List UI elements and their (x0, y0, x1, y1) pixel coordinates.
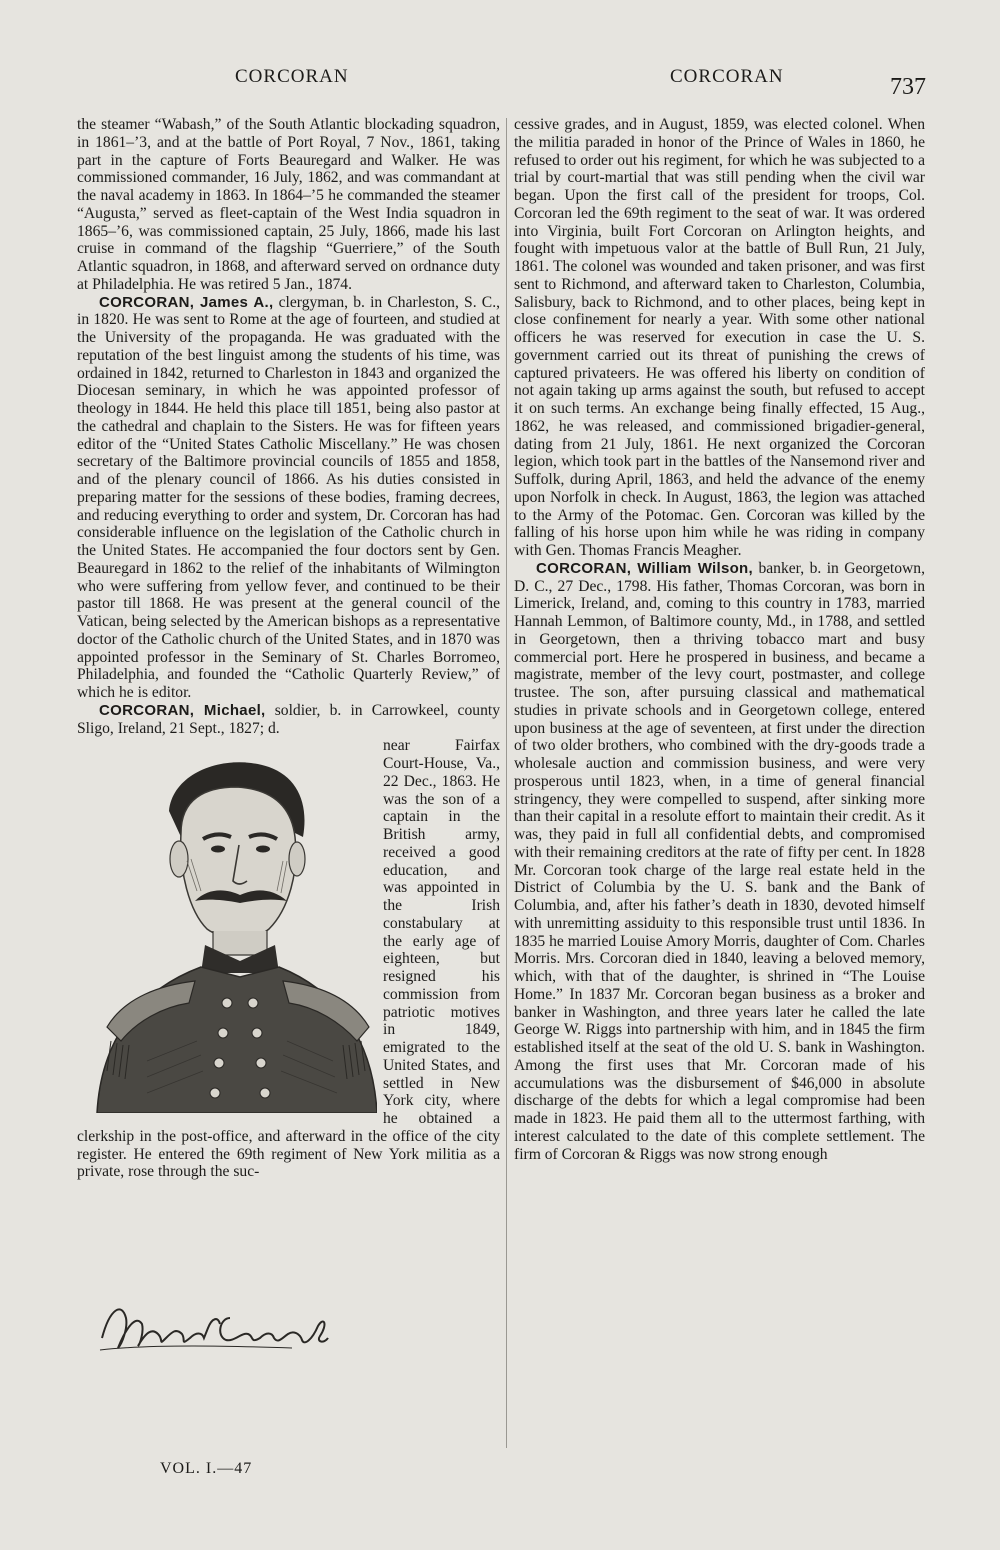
entry-heading-james: CORCORAN, James A., (99, 293, 274, 311)
signature-image (92, 1288, 332, 1360)
portrait-engraving (77, 741, 377, 1113)
entry-body-michael-b: near Fairfax Court-House, Va., 22 Dec., 1863. He was the son of a captain in the British army, received a good education, and was appointed in the Irish constabulary at the early age of eighteen, but resigned his commission from patriotic motives in 1849, emigrated to the United States, and settled in New York city, where he obtained a clerkship in the post-office, and afterward in the office of the city register. He entered the 69th regiment of New York militia as a private, rose through the suc- (77, 737, 500, 1181)
intro-paragraph: the steamer “Wabash,” of the South Atlantic blockading squadron, in 1861–’3, and at the battle of Port Royal, 7 Nov., 1861, taking part in the capture of Forts Beauregard and Walker. He was commissioned commander, 16 July, 1862, and was commandant at the naval academy in 1863. In 1864–’5 he commanded the steamer “Augusta,” served as fleet-captain of the West India squadron in 1865–’6, was commissioned captain, 25 July, 1866, made his last cruise in command of the flagship “Guerriere,” of the South Atlantic squadron, in 1868, and afterward served on ordnance duty at Philadelphia. He was retired 5 Jan., 1874. (77, 116, 500, 293)
entry-william-corcoran (514, 560, 925, 1164)
entry-heading-michael: CORCORAN, Michael, (99, 701, 266, 719)
volume-signature: VOL. I.—47 (160, 1460, 253, 1477)
portrait-illustration (77, 741, 377, 1113)
entry-body-william: banker, b. in Georgetown, D. C., 27 Dec., 1798. His father, Thomas Corcoran, was born in Limerick, Ireland, and, coming to this country in 1783, married Hannah Lemmon, of Baltimore county, Md., in 1788, and settled in Georgetown, then a thriving tobacco mart and busy commercial port. Here he prospered in business, and became a magistrate, member of the levy court, postmaster, and college trustee. The son, after pursuing classical and mathematical studies in private schools and in Georgetown college, entered upon business at the age of seventeen, at first under the direction of two older brothers, who combined with the dry-goods trade a wholesale auction and commission business, and were very prosperous until 1823, when, in a time of general financial stringency, they were compelled to suspend, after sinking more than their capital in a resolute effort to maintain their credit. As it was, they paid in full all confidential debts, and compromised with their remaining creditors at the rate of fifty per cent. In 1828 Mr. Corcoran took charge of the large real estate held in the District of Columbia by the U. S. bank and the Bank of Columbia, and, after his father’s death in 1830, devoted himself with unremitting assiduity to this responsible trust until 1836. In 1835 he married Louise Amory Morris, daughter of Com. Charles Morris. Mrs. Corcoran died in 1840, leaving a beloved memory, which, with that of the daughter, is shrined in “The Louise Home.” In 1837 Mr. Corcoran began business as a broker and banker in Washington, and three years later he called the late George W. Riggs into partnership with him, and in 1845 the firm established itself at the seat of the old U. S. bank in Washington. Among the first uses that Mr. Corcoran made of his accumulations was the disbursement of $46,000 in absolute discharge of the debts for which a legal compromise had been made in 1823. He paid them all to the uttermost farthing, with interest calculated to the date of this complete settlement. The firm of Corcoran & Riggs was now strong enough (514, 559, 925, 1163)
running-head-left: CORCORAN (235, 66, 349, 87)
entry-heading-william: CORCORAN, William Wilson, (536, 559, 753, 577)
column-divider (506, 118, 507, 1448)
right-column (514, 116, 925, 1163)
page-number: 737 (890, 74, 926, 100)
michael-continued-paragraph: cessive grades, and in August, 1859, was elected colonel. When the militia paraded in honor of the Prince of Wales in 1860, he refused to order out his regiment, for which he was subjected to a trial by court-martial that was still pending when the civil war began. Upon the first call of the president for troops, Col. Corcoran led the 69th regiment to the seat of war. It was ordered into Virginia, built Fort Corcoran on Arlington heights, and fought with impetuous valor at the battle of Bull Run, 21 July, 1861. The colonel was wounded and taken prisoner, and was first sent to Richmond, and afterward taken to Charleston, Columbia, Salisbury, back to Richmond, and to other places, being kept in close confinement for nearly a year. With some other national officers he was reserved for execution in case the U. S. government carried out its threat of punishing the crews of captured privateers. He was offered his liberty on condition of not again taking up arms against the south, but refused to accept it on such terms. An exchange being finally effected, 15 Aug., 1862, he was released, and commissioned brigadier-general, dating from 21 July, 1861. He next organized the Corcoran legion, which took part in the battles of the Nansemond river and Suffolk, during April, 1863, and held the advance of the enemy upon Norfolk in check. In August, 1863, the legion was attached to the Army of the Potomac. Gen. Corcoran was killed by the falling of his horse upon him while he was riding in company with Gen. Thomas Francis Meagher. (514, 116, 925, 559)
running-head-right: CORCORAN (670, 66, 784, 87)
entry-body-michael-a: soldier, b. in Carrowkeel, county Sligo, Ireland, 21 Sept., 1827; d. (77, 701, 500, 737)
entry-michael-corcoran (77, 702, 500, 738)
entry-james-corcoran (77, 294, 500, 702)
entry-body-james: clergyman, b. in Charleston, S. C., in 1820. He was sent to Rome at the age of fourteen, and studied at the University of the propaganda. He was graduated with the reputation of the best linguist among the students of his time, was ordained in 1842, returned to Charleston in 1843 and organized the Diocesan seminary, in which he was appointed professor of theology in 1844. He held this place till 1851, being also pastor at the cathedral and chaplain to the Sisters. He was for fifteen years editor of the “United States Catholic Miscellany.” He was chosen secretary of the Baltimore provincial councils of 1855 and 1858, and of the plenary council of 1866. As his duties consisted in preparing matter for the sessions of these bodies, framing decrees, and reducing everything to order and system, Dr. Corcoran has had considerable influence on the legislation of the Catholic church in the United States. He accompanied the four doctors sent by Gen. Beauregard in 1862 to the relief of the inhabitants of Wilmington who were suffering from yellow fever, and continued to be their pastor till 1868. He was present at the general council of the Vatican, being selected by the American bishops as a representative doctor of the Catholic church of the United States, and in 1870 was appointed professor in the Seminary of St. Charles Borromeo, Philadelphia, and founded the “Catholic Quarterly Review,” of which he is editor. (77, 293, 500, 701)
left-column (77, 116, 500, 1181)
